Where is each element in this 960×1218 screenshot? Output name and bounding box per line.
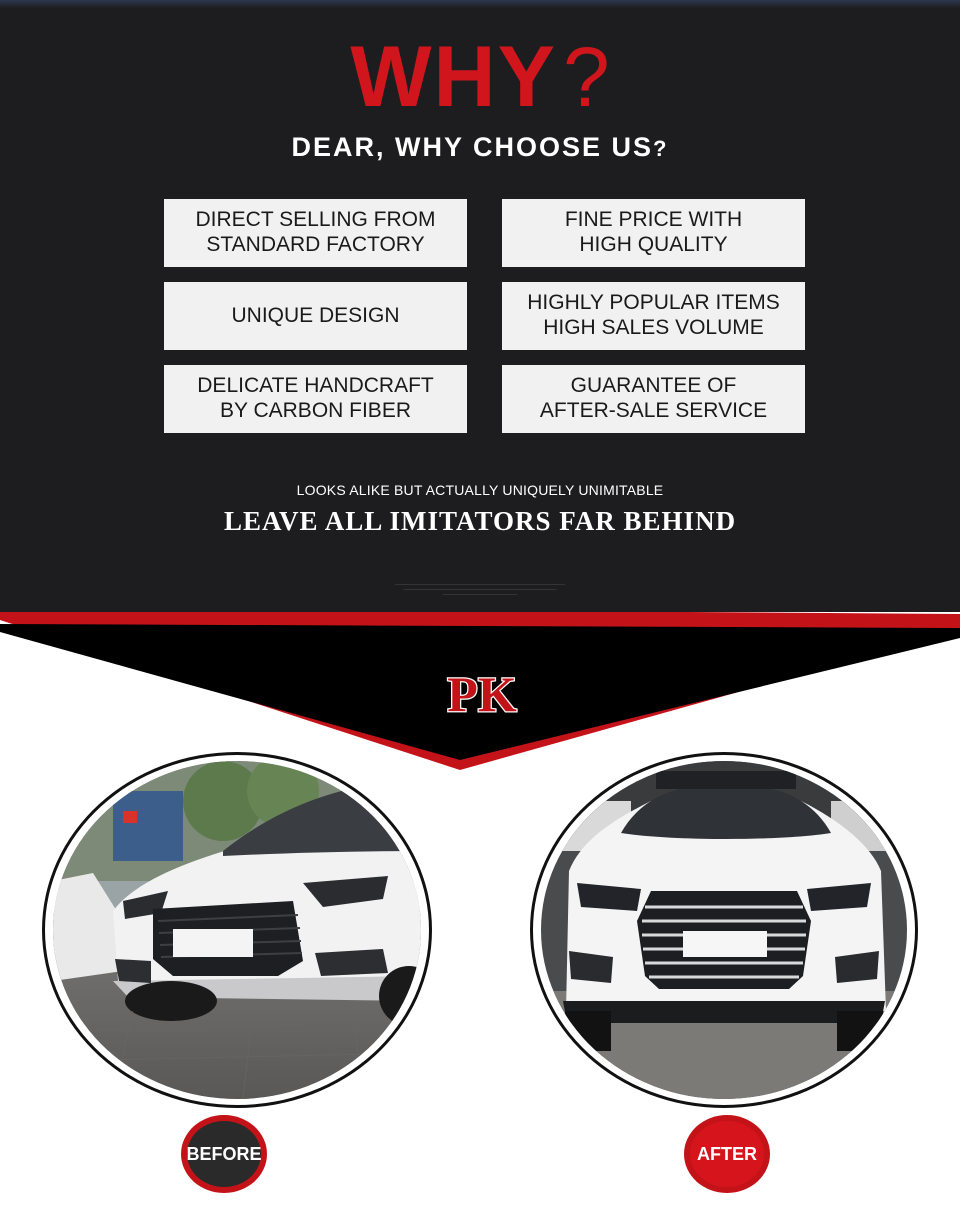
feature-popular-items: HIGHLY POPULAR ITEMS HIGH SALES VOLUME — [502, 282, 805, 350]
after-photo-frame — [530, 752, 918, 1108]
top-strip — [0, 0, 960, 8]
before-car-image — [53, 761, 421, 1099]
why-word: WHY — [350, 29, 557, 125]
feature-handcraft: DELICATE HANDCRAFT BY CARBON FIBER — [164, 365, 467, 433]
feature-direct-selling: DIRECT SELLING FROM STANDARD FACTORY — [164, 199, 467, 267]
feature-unique-design: UNIQUE DESIGN — [164, 282, 467, 350]
subtitle — [0, 132, 960, 163]
why-question-mark: ? — [562, 30, 610, 124]
before-photo — [53, 761, 421, 1099]
why-heading — [0, 29, 960, 125]
before-badge-label: BEFORE — [187, 1121, 261, 1187]
after-badge-label: AFTER — [690, 1121, 764, 1187]
before-badge — [181, 1115, 267, 1193]
after-photo — [541, 761, 907, 1099]
feature-after-sale: GUARANTEE OF AFTER-SALE SERVICE — [502, 365, 805, 433]
pk-logo-text: PK — [447, 666, 517, 720]
after-car-image — [541, 761, 907, 1099]
tagline-small: LOOKS ALIKE BUT ACTUALLY UNIQUELY UNIMITABLE — [296, 482, 664, 498]
feature-fine-price: FINE PRICE WITH HIGH QUALITY — [502, 199, 805, 267]
tagline-big: LEAVE ALL IMITATORS FAR BEHIND — [223, 506, 737, 536]
chevron-top-fill — [0, 600, 960, 612]
pk-logo — [432, 664, 532, 720]
fine-print-decoration: ──────────────────────────────────────────────────────────── ────────────────────────────────────────────────────── ────────────────────────── — [394, 582, 566, 597]
before-photo-frame — [42, 752, 432, 1108]
subtitle-question-mark: ? — [653, 136, 669, 161]
after-badge — [684, 1115, 770, 1193]
subtitle-text: DEAR, WHY CHOOSE US — [291, 132, 654, 162]
